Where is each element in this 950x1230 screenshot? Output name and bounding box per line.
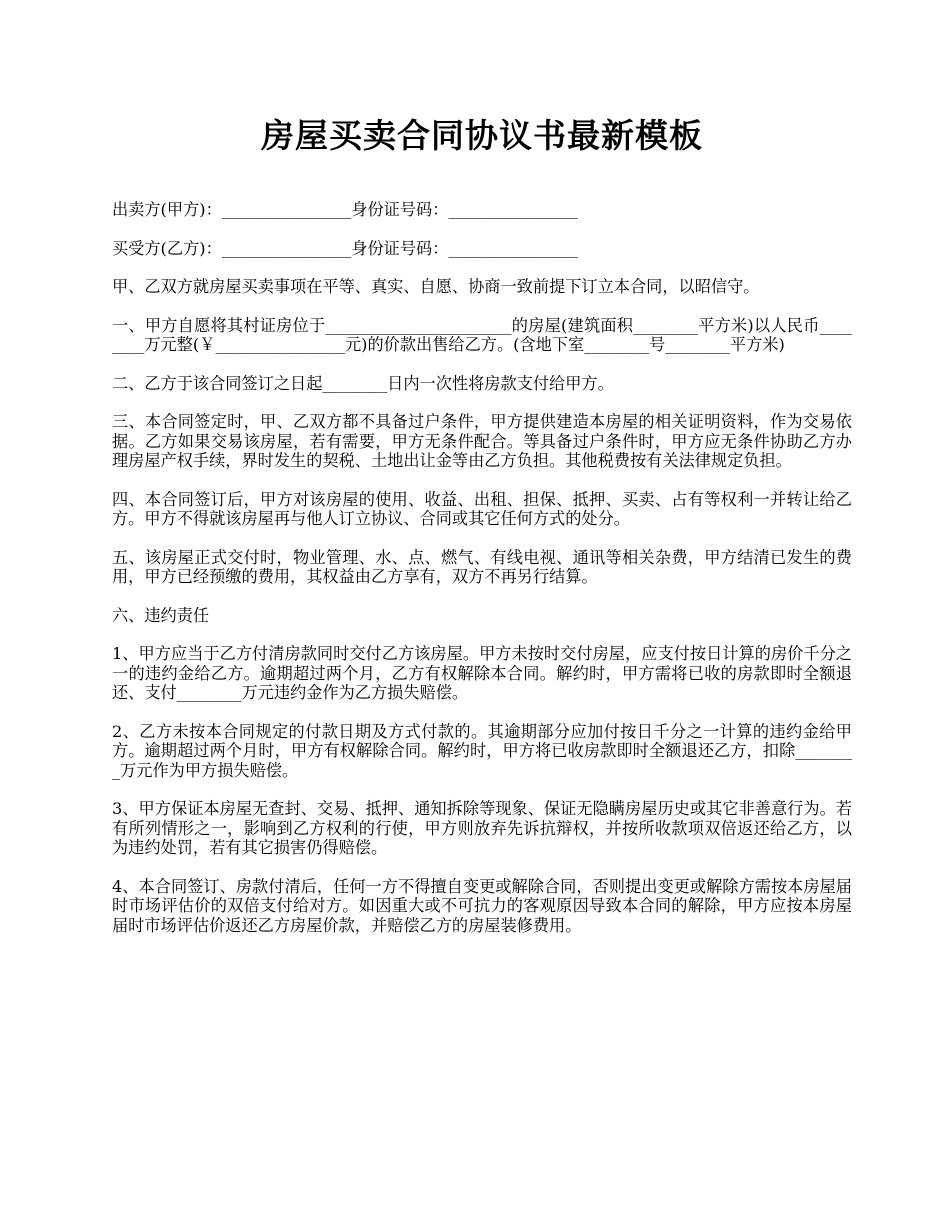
liability-item-3: 3、甲方保证本房屋无查封、交易、抵押、通知拆除等现象、保证无隐瞒房屋历史或其它非善意行为。若有所列情形之一，影响到乙方权利的行使，甲方则放弃先诉抗辩权，并按所收款项双倍返还给乙方，以为违约处罚，若有其它损害仍得赔偿。: [112, 799, 852, 857]
clause-4: 四、本合同签订后，甲方对该房屋的使用、收益、出租、担保、抵押、买卖、占有等权利一并转让给乙方。甲方不得就该房屋再与他人订立协议、合同或其它任何方式的处分。: [112, 489, 852, 528]
clause-6-heading: 六、违约责任: [112, 605, 210, 625]
clause-3: 三、本合同签定时，甲、乙双方都不具备过户条件，甲方提供建造本房屋的相关证明资料，作为交易依据。乙方如果交易该房屋，若有需要，甲方无条件配合。等具备过户条件时，甲方应无条件协助乙方办理房屋产权手续，界时发生的契税、土地出让金等由乙方负担。其他税费按有关法律规定负担。: [112, 412, 852, 470]
seller-line: 出卖方(甲方)：________________身份证号码：________________: [112, 200, 578, 219]
clause-2: 二、乙方于该合同签订之日起________日内一次性将房款支付给甲方。: [112, 373, 614, 393]
preamble-paragraph: 甲、乙双方就房屋买卖事项在平等、真实、自愿、协商一致前提下订立本合同，以昭信守。: [112, 277, 760, 296]
liability-item-1: 1、甲方应当于乙方付清房款同时交付乙方该房屋。甲方未按时交付房屋，应支付按日计算的房价千分之一的违约金给乙方。逾期超过两个月，乙方有权解除本合同。解约时，甲方需将已收的房款即时全额退还、支付________万元违约金作为乙方损失赔偿。: [112, 644, 852, 702]
buyer-line: 买受方(乙方)：________________身份证号码：________________: [112, 238, 578, 258]
liability-item-2: 2、乙方未按本合同规定的付款日期及方式付款的。其逾期部分应加付按日千分之一计算的违约金给甲方。逾期超过两个月时，甲方有权解除合同。解约时，甲方将已收房款即时全额退还乙方，扣除________万元作为甲方损失赔偿。: [112, 721, 852, 780]
liability-item-4: 4、本合同签订、房款付清后，任何一方不得擅自变更或解除合同，否则提出变更或解除方需按本房屋届时市场评估价的双倍支付给对方。如因重大或不可抗力的客观原因导致本合同的解除，甲方应按本房屋届时市场评估价返还乙方房屋价款，并赔偿乙方的房屋装修费用。: [112, 876, 852, 935]
clause-1: 一、甲方自愿将其村证房位于_______________________的房屋(建筑面积________平方米)以人民币________万元整(￥________________元)的价款出售给乙方。(含地下室________号________平方米): [112, 315, 852, 354]
clause-5: 五、该房屋正式交付时，物业管理、水、点、燃气、有线电视、通讯等相关杂费，甲方结清已发生的费用，甲方已经预缴的费用，其权益由乙方享有，双方不再另行结算。: [112, 547, 852, 586]
document-page: [112, 112, 852, 954]
document-title: 房屋买卖合同协议书最新模板: [261, 116, 703, 155]
